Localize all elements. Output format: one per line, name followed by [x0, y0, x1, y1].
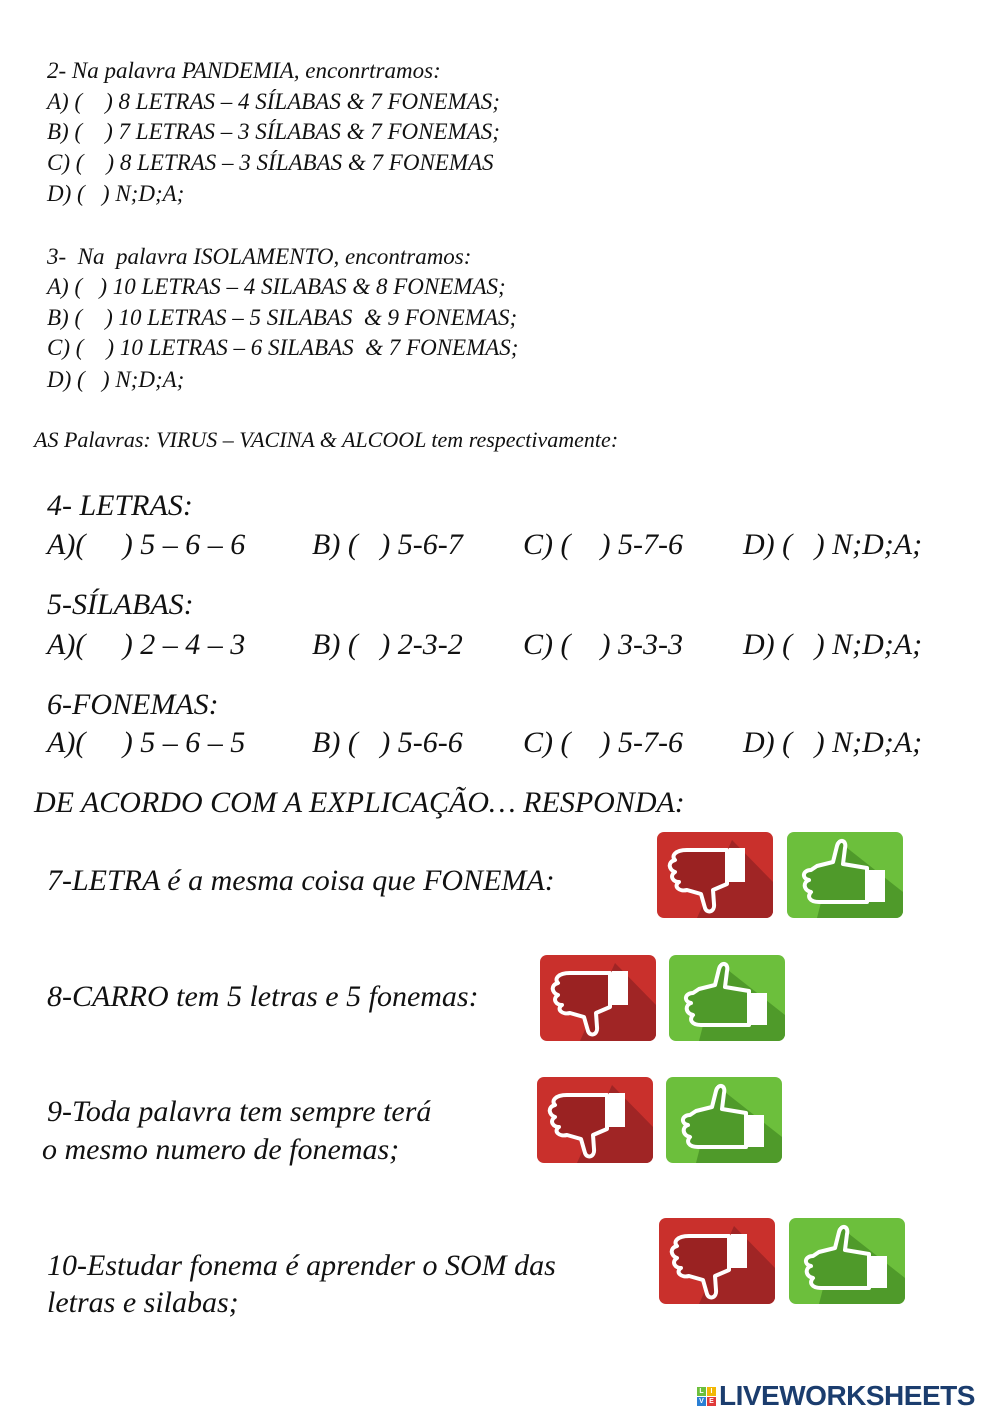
- q2-option-d[interactable]: D) ( ) N;D;A;: [47, 181, 185, 206]
- q2-option-c[interactable]: C) ( ) 8 LETRAS – 3 SÍLABAS & 7 FONEMAS: [47, 150, 494, 175]
- q3-option-c[interactable]: C) ( ) 10 LETRAS – 6 SILABAS & 7 FONEMAS;: [47, 335, 519, 360]
- intro-text: AS Palavras: VIRUS – VACINA & ALCOOL tem respectivamente:: [34, 427, 619, 452]
- q5-option-b[interactable]: B) ( ) 2-3-2: [312, 628, 463, 661]
- thumbs-down-icon: [659, 1218, 775, 1304]
- logo-tile: E: [707, 1397, 716, 1406]
- logo-tile: L: [697, 1387, 706, 1396]
- liveworksheets-logo: [697, 1380, 975, 1412]
- q7-text: 7-LETRA é a mesma coisa que FONEMA:: [47, 864, 555, 897]
- q5-option-a[interactable]: A)( ) 2 – 4 – 3: [47, 628, 246, 661]
- q2-option-a[interactable]: A) ( ) 8 LETRAS – 4 SÍLABAS & 7 FONEMAS;: [47, 89, 500, 114]
- q6-option-a[interactable]: A)( ) 5 – 6 – 5: [47, 726, 246, 759]
- q9-thumbs-up-button[interactable]: [666, 1077, 782, 1163]
- q4-option-c[interactable]: C) ( ) 5-7-6: [523, 528, 683, 561]
- q4-title: 4- LETRAS:: [47, 489, 193, 522]
- q6-option-b[interactable]: B) ( ) 5-6-6: [312, 726, 463, 759]
- q4-option-d[interactable]: D) ( ) N;D;A;: [743, 528, 923, 561]
- q5-title: 5-SÍLABAS:: [47, 588, 194, 621]
- q9-thumbs-down-button[interactable]: [537, 1077, 653, 1163]
- thumbs-up-icon: [789, 1218, 905, 1304]
- thumbs-up-icon: [787, 832, 903, 918]
- q9-text-line1: 9-Toda palavra tem sempre terá: [47, 1095, 432, 1128]
- q10-text-line1: 10-Estudar fonema é aprender o SOM das: [47, 1249, 556, 1282]
- q9-text-line2: o mesmo numero de fonemas;: [42, 1133, 400, 1166]
- q2-option-b[interactable]: B) ( ) 7 LETRAS – 3 SÍLABAS & 7 FONEMAS;: [47, 119, 500, 144]
- q4-option-a[interactable]: A)( ) 5 – 6 – 6: [47, 528, 246, 561]
- logo-tiles: [697, 1387, 716, 1406]
- q5-option-c[interactable]: C) ( ) 3-3-3: [523, 628, 683, 661]
- logo-text: LIVEWORKSHEETS: [719, 1380, 975, 1411]
- thumbs-down-icon: [540, 955, 656, 1041]
- thumbs-up-icon: [669, 955, 785, 1041]
- q8-thumbs-down-button[interactable]: [540, 955, 656, 1041]
- q10-thumbs-up-button[interactable]: [789, 1218, 905, 1304]
- thumbs-down-icon: [657, 832, 773, 918]
- q6-option-d[interactable]: D) ( ) N;D;A;: [743, 726, 923, 759]
- section-heading: DE ACORDO COM A EXPLICAÇÃO… RESPONDA:: [34, 786, 685, 819]
- q8-thumbs-up-button[interactable]: [669, 955, 785, 1041]
- thumbs-up-icon: [666, 1077, 782, 1163]
- q8-text: 8-CARRO tem 5 letras e 5 fonemas:: [47, 980, 479, 1013]
- q3-option-b[interactable]: B) ( ) 10 LETRAS – 5 SILABAS & 9 FONEMAS;: [47, 305, 518, 330]
- q10-text-line2: letras e silabas;: [47, 1286, 239, 1319]
- q6-option-c[interactable]: C) ( ) 5-7-6: [523, 726, 683, 759]
- q7-thumbs-up-button[interactable]: [787, 832, 903, 918]
- q3-title: 3- Na palavra ISOLAMENTO, encontramos:: [47, 244, 472, 269]
- q3-option-d[interactable]: D) ( ) N;D;A;: [47, 367, 185, 392]
- logo-tile: I: [707, 1387, 716, 1396]
- q2-title: 2- Na palavra PANDEMIA, enconrtramos:: [47, 58, 441, 83]
- q3-option-a[interactable]: A) ( ) 10 LETRAS – 4 SILABAS & 8 FONEMAS;: [47, 274, 506, 299]
- q4-option-b[interactable]: B) ( ) 5-6-7: [312, 528, 463, 561]
- q7-thumbs-down-button[interactable]: [657, 832, 773, 918]
- q10-thumbs-down-button[interactable]: [659, 1218, 775, 1304]
- q5-option-d[interactable]: D) ( ) N;D;A;: [743, 628, 923, 661]
- logo-tile: V: [697, 1397, 706, 1406]
- thumbs-down-icon: [537, 1077, 653, 1163]
- q6-title: 6-FONEMAS:: [47, 688, 219, 721]
